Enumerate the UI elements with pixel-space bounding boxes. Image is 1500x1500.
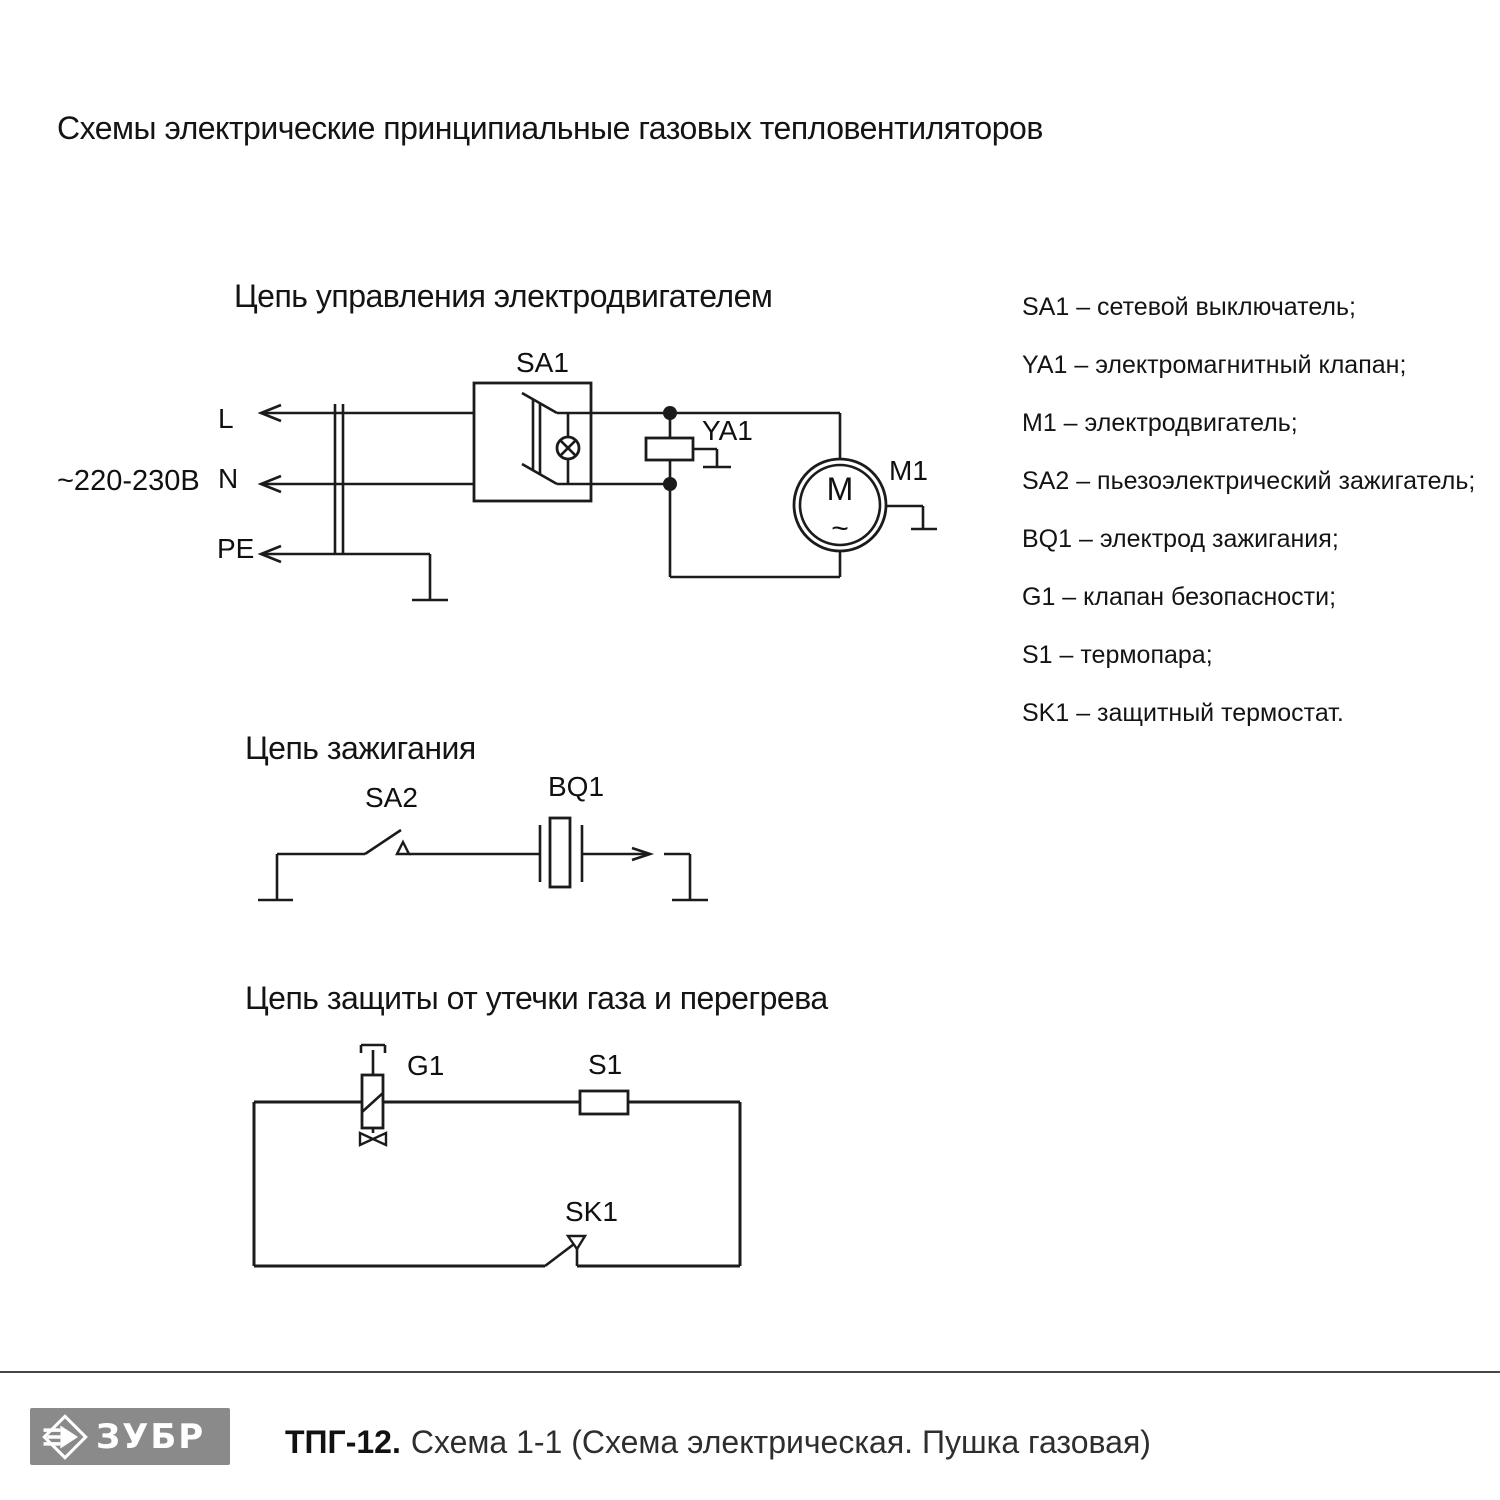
s1-thermocouple-icon — [580, 1091, 628, 1114]
pe-ground-icon — [412, 554, 448, 600]
circuit-protection — [254, 1045, 740, 1266]
ya1-label: YA1 — [702, 415, 753, 446]
wire-n-label: N — [218, 463, 239, 494]
circuit-motor-control — [57, 347, 937, 600]
model-label: ТПГ-12. — [285, 1424, 401, 1460]
legend-item: G1 – клапан безопасности; — [1022, 583, 1337, 611]
footer-separator — [0, 1371, 1500, 1373]
circuit3-title: Цепь защиты от утечки газа и перегрева — [245, 980, 828, 1016]
wire-pe-label: PE — [217, 533, 255, 564]
valve-actuator — [361, 1045, 385, 1075]
supply-voltage-label: ~220-230В — [57, 465, 200, 497]
zubr-logo — [30, 1408, 230, 1465]
ground-icon — [258, 854, 365, 900]
g1-label: G1 — [407, 1050, 445, 1081]
valve-bowtie-icon — [360, 1133, 386, 1145]
legend-item: M1 – электродвигатель; — [1022, 409, 1298, 437]
sa2-label: SA2 — [365, 782, 418, 813]
caption-description: Схема 1-1 (Схема электрическая. Пушка газовая) — [410, 1424, 1151, 1460]
circuit2-title: Цепь зажигания — [245, 730, 476, 766]
zubr-arrow-icon — [42, 1414, 88, 1460]
sa1-label: SA1 — [516, 347, 569, 378]
bq1-label: BQ1 — [548, 771, 605, 802]
wire-l-label: L — [218, 403, 234, 434]
legend-item: YA1 – электромагнитный клапан; — [1022, 351, 1407, 379]
plug-connector-icon — [335, 404, 343, 554]
bq1-electrode-icon — [540, 818, 582, 887]
legend-item: SA1 – сетевой выключатель; — [1022, 293, 1356, 321]
page-title: Схемы электрические принципиальные газовых тепловентиляторов — [57, 110, 1043, 146]
piezo-triangle-icon — [397, 842, 409, 854]
circuit-ignition — [258, 771, 708, 900]
legend-item: BQ1 – электрод зажигания; — [1022, 525, 1339, 553]
g1-safety-valve-icon — [360, 1045, 386, 1145]
ground-icon — [886, 506, 937, 529]
ground-icon — [693, 449, 731, 467]
ground-icon — [664, 854, 708, 900]
sa2-switch-icon — [365, 830, 409, 854]
footer-caption — [285, 1424, 1151, 1461]
motor-letter: M — [826, 471, 854, 507]
zubr-brand-text: ЗУБР — [96, 1416, 206, 1457]
sk1-label: SK1 — [565, 1196, 618, 1227]
m1-label: M1 — [889, 455, 928, 486]
s1-label: S1 — [588, 1049, 623, 1080]
motor-ac-sign: ~ — [831, 512, 849, 545]
legend-item: SA2 – пьезоэлектрический зажигатель; — [1022, 467, 1476, 495]
switch-blade — [365, 830, 401, 854]
sk1-thermal-contact-icon — [545, 1236, 585, 1266]
circuit1-title: Цепь управления электродвигателем — [234, 278, 773, 314]
legend-item: SK1 – защитный термостат. — [1022, 699, 1344, 727]
protection-loop — [254, 1102, 740, 1266]
legend-item: S1 – термопара; — [1022, 641, 1213, 669]
